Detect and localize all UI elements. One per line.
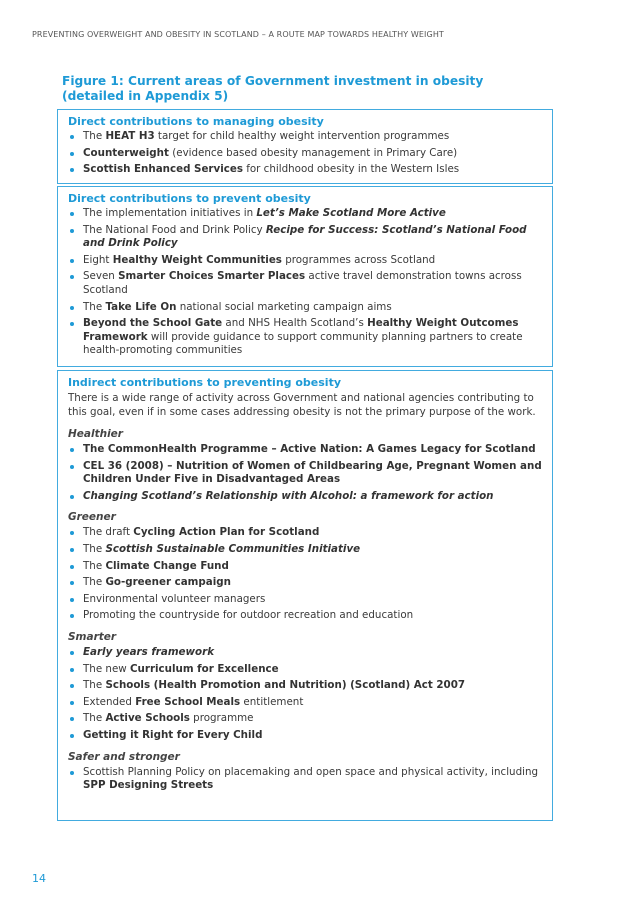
list-item: CEL 36 (2008) – Nutrition of Women of Childbearing Age, Pregnant Women and Children Under Five in Disadvantaged Areas [68, 460, 545, 487]
panel-indirect-contributions [57, 370, 553, 821]
list-item: Environmental volunteer managers [68, 593, 545, 607]
list-item: The HEAT H3 target for child healthy weight intervention programmes [68, 130, 545, 144]
list-item: The Schools (Health Promotion and Nutrition) (Scotland) Act 2007 [68, 679, 545, 693]
group-title: Greener [68, 511, 116, 524]
list-item: The Active Schools programme [68, 712, 545, 726]
list-item: Seven Smarter Choices Smarter Places active travel demonstration towns across Scotland [68, 270, 545, 297]
running-header: PREVENTING OVERWEIGHT AND OBESITY IN SCOTLAND – A ROUTE MAP TOWARDS HEALTHY WEIGHT [32, 30, 444, 39]
list-item: The CommonHealth Programme – Active Nation: A Games Legacy for Scotland [68, 443, 545, 457]
panel-heading: Direct contributions to managing obesity [68, 115, 324, 128]
list-item: The new Curriculum for Excellence [68, 663, 545, 677]
panel-heading: Direct contributions to prevent obesity [68, 192, 311, 205]
group-greener [68, 510, 552, 623]
list-item: Getting it Right for Every Child [68, 729, 545, 743]
group-title: Smarter [68, 630, 117, 643]
page-number: 14 [32, 872, 46, 885]
group-title: Safer and stronger [68, 750, 180, 763]
group-title: Healthier [68, 428, 123, 440]
panel-heading: Indirect contributions to preventing obesity [68, 376, 341, 389]
list-item: The Take Life On national social marketing campaign aims [68, 301, 545, 315]
list-item: The draft Cycling Action Plan for Scotland [68, 526, 545, 540]
list-item: The Scottish Sustainable Communities Initiative [68, 543, 545, 557]
list-item: The Go-greener campaign [68, 576, 545, 590]
list-item: Scottish Enhanced Services for childhood obesity in the Western Isles [68, 163, 545, 177]
list-item: The implementation initiatives in Let’s Make Scotland More Active [68, 207, 545, 221]
list-item: The Climate Change Fund [68, 560, 545, 574]
list-item: Changing Scotland’s Relationship with Alcohol: a framework for action [68, 490, 545, 504]
group-safer-stronger [68, 750, 552, 793]
panel-managing-obesity [57, 109, 553, 184]
group-healthier [68, 427, 552, 503]
list-item: Scottish Planning Policy on placemaking and open space and physical activity, including SPP Designing Streets [68, 766, 545, 793]
list-item: Extended Free School Meals entitlement [68, 696, 545, 710]
group-smarter [68, 630, 552, 743]
panel-intro: There is a wide range of activity across Government and national agencies contributing to this goal, even if in some cases addressing obesity is not the primary purpose of the work. [68, 392, 536, 418]
panel-prevent-obesity [57, 186, 553, 367]
list-item: Eight Healthy Weight Communities programmes across Scotland [68, 254, 545, 268]
list-item: Counterweight (evidence based obesity management in Primary Care) [68, 147, 545, 161]
figure-title: Figure 1: Current areas of Government investment in obesity (detailed in Appendix 5) [62, 74, 484, 103]
list-item: Promoting the countryside for outdoor recreation and education [68, 609, 545, 623]
list-item: Early years framework [68, 646, 545, 660]
list-item: The National Food and Drink Policy Recipe for Success: Scotland’s National Food and Drink Policy [68, 224, 545, 251]
list-item: Beyond the School Gate and NHS Health Scotland’s Healthy Weight Outcomes Framework will provide guidance to support community planning partners to create health-promoting communities [68, 317, 545, 358]
